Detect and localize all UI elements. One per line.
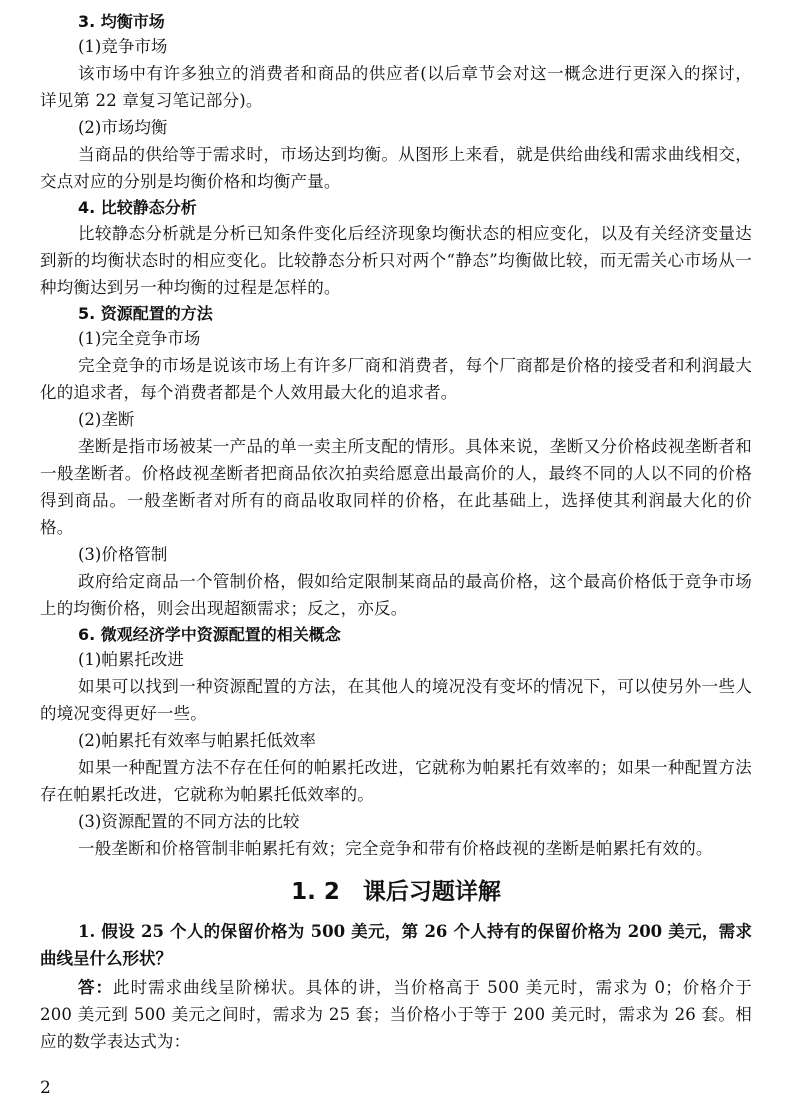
heading-equilibrium-market: 3. 均衡市场 — [78, 12, 165, 31]
paragraph-perfect-competition: 完全竞争的市场是说该市场上有许多厂商和消费者，每个厂商都是价格的接受者和利润最大化的追求者，每个消费者都是个人效用最大化的追求者。 — [40, 356, 752, 402]
notes-section — [40, 10, 752, 862]
heading-resource-allocation: 5. 资源配置的方法 — [78, 304, 213, 323]
paragraph-price-control: 政府给定商品一个管制价格，假如给定限制某商品的最高价格，这个最高价格低于竞争市场上的均衡价格，则会出现超额需求；反之，亦反。 — [40, 572, 752, 618]
subheading-pareto-improvement: (1)帕累托改进 — [78, 650, 184, 669]
heading-comparative-statics: 4. 比较静态分析 — [78, 198, 197, 217]
subheading-perfect-competition: (1)完全竞争市场 — [78, 329, 201, 348]
subheading-competitive-market: (1)竞争市场 — [78, 37, 168, 56]
answer-1 — [40, 974, 752, 1055]
section-title: 1. 2 课后习题详解 — [291, 879, 501, 905]
paragraph-method-comparison: 一般垄断和价格管制非帕累托有效；完全竞争和带有价格歧视的垄断是帕累托有效的。 — [78, 839, 713, 858]
page-content — [40, 10, 752, 1056]
paragraph-market-equilibrium: 当商品的供给等于需求时，市场达到均衡。从图形上来看，就是供给曲线和需求曲线相交，交点对应的分别是均衡价格和均衡产量。 — [40, 145, 752, 191]
subheading-monopoly: (2)垄断 — [78, 410, 135, 429]
paragraph-monopoly: 垄断是指市场被某一产品的单一卖主所支配的情形。具体来说，垄断又分价格歧视垄断者和一般垄断者。价格歧视垄断者把商品依次拍卖给愿意出最高价的人，最终不同的人以不同的价格得到商品。一般垄断者对所有的商品收取同样的价格，在此基础上，选择使其利润最大化的价格。 — [40, 437, 752, 537]
subheading-market-equilibrium: (2)市场均衡 — [78, 118, 168, 137]
paragraph-pareto-efficiency: 如果一种配置方法不存在任何的帕累托改进，它就称为帕累托有效率的；如果一种配置方法存在帕累托改进，它就称为帕累托低效率的。 — [40, 758, 752, 804]
heading-micro-concepts: 6. 微观经济学中资源配置的相关概念 — [78, 625, 341, 644]
paragraph-pareto-improvement: 如果可以找到一种资源配置的方法，在其他人的境况没有变坏的情况下，可以使另外一些人的境况变得更好一些。 — [40, 677, 752, 723]
subheading-method-comparison: (3)资源配置的不同方法的比较 — [78, 812, 300, 831]
paragraph-comparative-statics: 比较静态分析就是分析已知条件变化后经济现象均衡状态的相应变化，以及有关经济变量达到新的均衡状态时的相应变化。比较静态分析只对两个“静态”均衡做比较，而无需关心市场从一种均衡达到另一种均衡的过程是怎样的。 — [40, 224, 752, 297]
question-1: 1. 假设 25 个人的保留价格为 500 美元，第 26 个人持有的保留价格为 200 美元，需求曲线呈什么形状？ — [40, 922, 752, 968]
answer-label: 答： — [78, 978, 114, 997]
exercise-section — [40, 918, 752, 1055]
subheading-pareto-efficiency: (2)帕累托有效率与帕累托低效率 — [78, 731, 316, 750]
page-number: 2 — [40, 1078, 51, 1098]
subheading-price-control: (3)价格管制 — [78, 545, 168, 564]
answer-text: 此时需求曲线呈阶梯状。具体的讲，当价格高于 500 美元时，需求为 0；价格介于 200 美元到 500 美元之间时，需求为 25 套；当价格小于等于 200 美元时，需求为 26 套。相应的数学表达式为： — [40, 978, 752, 1051]
paragraph-competitive-market: 该市场中有许多独立的消费者和商品的供应者(以后章节会对这一概念进行更深入的探讨，详见第 22 章复习笔记部分)。 — [40, 64, 752, 110]
